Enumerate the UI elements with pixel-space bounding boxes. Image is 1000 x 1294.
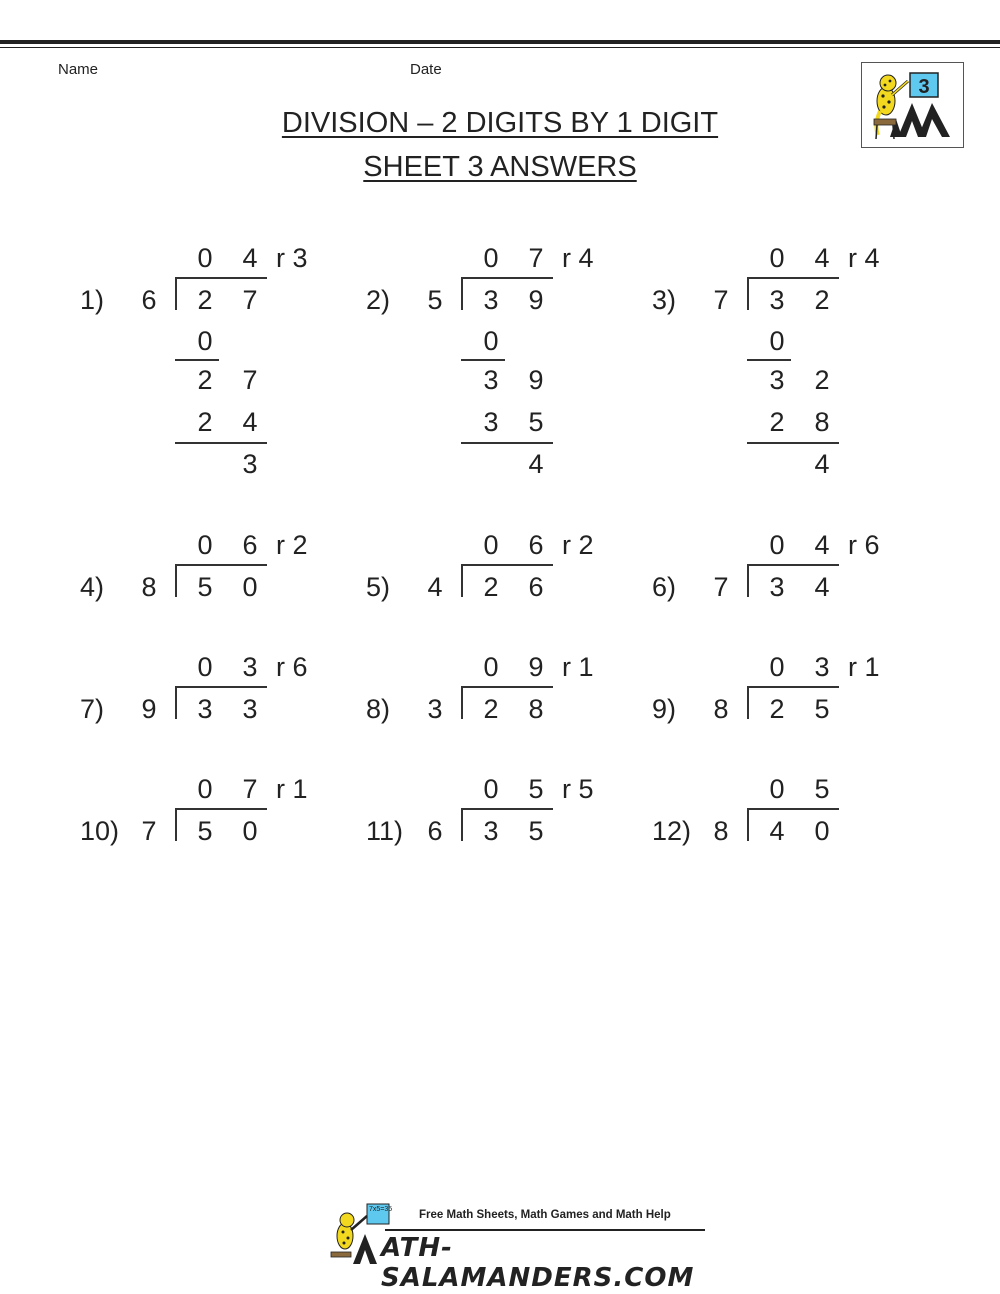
quotient-remainder: r 6 [848,530,880,560]
quotient-digit: 3 [242,652,258,682]
division-bracket [461,808,463,841]
work-digit: 8 [814,407,830,437]
quotient-remainder: r 4 [562,243,594,273]
dividend-digit: 9 [528,285,544,315]
division-bar [461,808,553,810]
division-bracket [747,564,749,597]
divisor: 9 [141,694,157,724]
dividend-digit: 2 [483,694,499,724]
quotient-digit: 4 [242,243,258,273]
division-problem [652,240,912,480]
division-bar [461,686,553,688]
problem-number: 6) [652,572,677,602]
work-zero: 0 [483,326,499,356]
division-problem [80,771,340,1011]
division-problem [366,240,626,480]
quotient-digit: 0 [197,774,213,804]
divisor: 4 [427,572,443,602]
dividend-digit: 2 [197,285,213,315]
page-title: DIVISION – 2 DIGITS BY 1 DIGIT [281,107,719,139]
footer-divider [385,1229,705,1231]
quotient-digit: 3 [814,652,830,682]
dividend-digit: 5 [197,572,213,602]
footer-tagline: Free Math Sheets, Math Games and Math Help [419,1209,671,1221]
divisor: 8 [713,694,729,724]
division-bar [747,277,839,279]
quotient-remainder: r 2 [276,530,308,560]
division-bar [461,277,553,279]
work-line [747,359,791,361]
division-bracket [461,686,463,719]
problem-number: 1) [80,285,105,315]
divisor: 3 [427,694,443,724]
top-rule-thin [0,47,1000,48]
division-bracket [747,277,749,310]
footer-site-name: ATH-SALAMANDERS.COM [381,1233,695,1293]
problem-number: 2) [366,285,391,315]
dividend-digit: 6 [528,572,544,602]
dividend-digit: 5 [814,694,830,724]
dividend-digit: 3 [197,694,213,724]
quotient-digit: 6 [528,530,544,560]
problem-number: 5) [366,572,391,602]
quotient-remainder: r 1 [848,652,880,682]
division-bar [747,686,839,688]
quotient-digit: 0 [769,530,785,560]
division-problem [652,771,912,1011]
quotient-digit: 9 [528,652,544,682]
divisor: 8 [713,816,729,846]
footer-branding [323,1198,713,1293]
work-remainder: 4 [814,449,830,479]
division-bar [461,564,553,566]
division-problem [366,771,626,1011]
work-remainder: 3 [242,449,258,479]
quotient-digit: 4 [814,243,830,273]
dividend-digit: 3 [242,694,258,724]
problem-number: 8) [366,694,391,724]
name-label: Name [58,61,99,78]
dividend-digit: 2 [814,285,830,315]
quotient-digit: 0 [769,774,785,804]
dividend-digit: 3 [483,816,499,846]
work-digit: 2 [769,407,785,437]
division-bar [175,277,267,279]
dividend-digit: 0 [242,572,258,602]
division-bracket [747,808,749,841]
logo-badge-number: 3 [918,76,930,98]
work-digit: 3 [483,407,499,437]
dividend-digit: 3 [769,285,785,315]
dividend-digit: 3 [769,572,785,602]
dividend-digit: 0 [814,816,830,846]
dividend-digit: 0 [242,816,258,846]
dividend-digit: 4 [769,816,785,846]
quotient-remainder: r 6 [276,652,308,682]
problem-number: 9) [652,694,677,724]
quotient-digit: 0 [197,243,213,273]
quotient-digit: 0 [769,243,785,273]
work-digit: 4 [242,407,258,437]
division-bracket [175,808,177,841]
work-digit: 2 [197,407,213,437]
work-digit: 7 [242,365,258,395]
quotient-digit: 0 [197,652,213,682]
work-digit: 3 [769,365,785,395]
work-line [175,359,219,361]
dividend-digit: 5 [197,816,213,846]
footer-badge-text: 7x5=35 [369,1206,393,1213]
quotient-remainder: r 5 [562,774,594,804]
division-bracket [461,277,463,310]
quotient-digit: 7 [528,243,544,273]
divisor: 5 [427,285,443,315]
quotient-digit: 5 [528,774,544,804]
problem-number: 11) [366,816,404,846]
work-digit: 5 [528,407,544,437]
work-digit: 2 [814,365,830,395]
divisor: 6 [141,285,157,315]
divisor: 7 [713,572,729,602]
dividend-digit: 2 [483,572,499,602]
work-line [461,359,505,361]
divisor: 6 [427,816,443,846]
work-line [461,442,553,444]
problem-number: 3) [652,285,677,315]
division-bracket [175,686,177,719]
dividend-digit: 4 [814,572,830,602]
dividend-digit: 8 [528,694,544,724]
divisor: 7 [141,816,157,846]
quotient-digit: 0 [483,774,499,804]
quotient-digit: 0 [483,652,499,682]
division-bar [747,564,839,566]
quotient-remainder: r 2 [562,530,594,560]
division-bar [175,564,267,566]
quotient-remainder: r 4 [848,243,880,273]
quotient-digit: 4 [814,530,830,560]
division-bracket [461,564,463,597]
division-bar [747,808,839,810]
quotient-remainder: r 3 [276,243,308,273]
division-bar [175,808,267,810]
salamander-logo-icon [862,63,963,147]
work-digit: 3 [483,365,499,395]
quotient-digit: 7 [242,774,258,804]
problem-number: 10) [80,816,120,846]
date-label: Date [410,61,442,78]
problem-number: 12) [652,816,692,846]
work-line [175,442,267,444]
work-line [747,442,839,444]
division-bracket [175,564,177,597]
problem-number: 4) [80,572,105,602]
division-bar [175,686,267,688]
work-digit: 9 [528,365,544,395]
math-salamanders-logo [861,62,964,148]
division-problem [80,240,340,480]
dividend-digit: 2 [769,694,785,724]
division-bracket [747,686,749,719]
quotient-remainder: r 1 [276,774,308,804]
division-bracket [175,277,177,310]
dividend-digit: 7 [242,285,258,315]
work-zero: 0 [197,326,213,356]
work-zero: 0 [769,326,785,356]
quotient-digit: 6 [242,530,258,560]
dividend-digit: 5 [528,816,544,846]
problem-number: 7) [80,694,105,724]
quotient-remainder: r 1 [562,652,594,682]
quotient-digit: 0 [483,530,499,560]
quotient-digit: 0 [483,243,499,273]
page-subtitle: SHEET 3 ANSWERS [363,151,637,183]
divisor: 8 [141,572,157,602]
work-remainder: 4 [528,449,544,479]
divisor: 7 [713,285,729,315]
dividend-digit: 3 [483,285,499,315]
top-rule [0,40,1000,44]
quotient-digit: 5 [814,774,830,804]
work-digit: 2 [197,365,213,395]
quotient-digit: 0 [197,530,213,560]
quotient-digit: 0 [769,652,785,682]
